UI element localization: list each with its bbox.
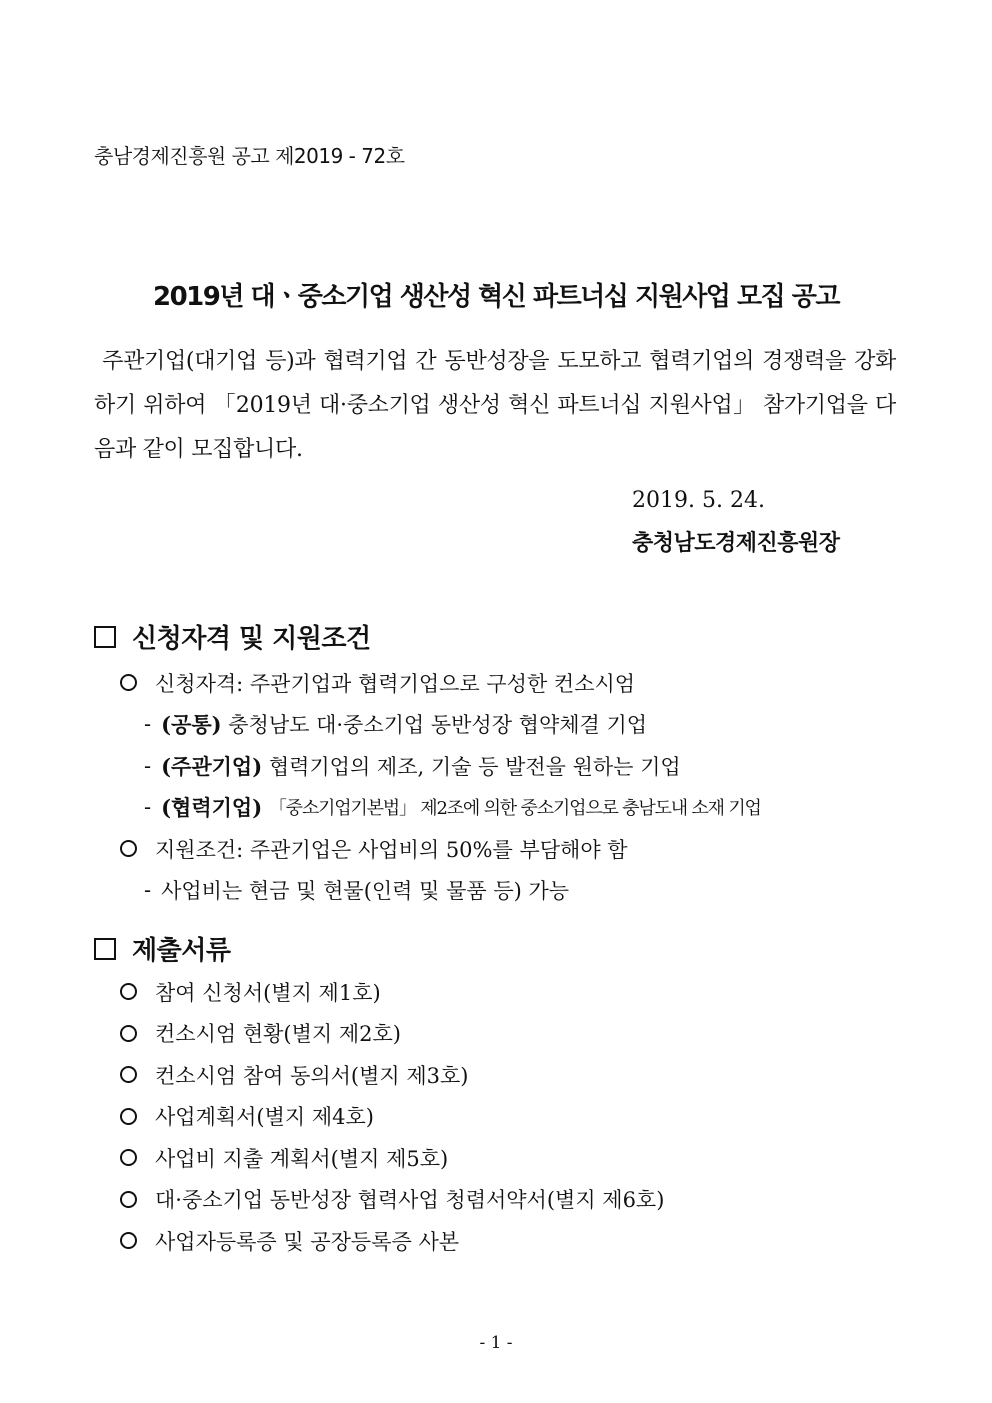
circle-bullet-icon (120, 1232, 137, 1249)
dash-bullet-icon: - (144, 753, 152, 778)
list-item: 지원조건: 주관기업은 사업비의 50%를 부담해야 함 (94, 828, 914, 870)
list-item: 대·중소기업 동반성장 협력사업 청렴서약서(별지 제6호) (94, 1179, 914, 1221)
notice-number: 충남경제진흥원 공고 제2019 - 72호 (94, 144, 405, 168)
section-heading-text: 제출서류 (132, 936, 231, 966)
square-bullet-icon (94, 626, 116, 648)
dash-bullet-icon: - (144, 878, 152, 903)
list-item: - (공통) 충청남도 대·중소기업 동반성장 협약체결 기업 (144, 712, 648, 738)
dash-bullet-icon: - (144, 712, 152, 737)
dash-bullet-icon: - (144, 795, 152, 820)
section-heading-documents (94, 930, 230, 967)
circle-bullet-icon (120, 840, 137, 857)
page-title: 2019년 대ㆍ중소기업 생산성 혁신 파트너십 지원사업 모집 공고 (152, 282, 839, 312)
list-item: 컨소시엄 현황(별지 제2호) (94, 1013, 914, 1055)
list-item: 참여 신청서(별지 제1호) (94, 971, 914, 1013)
circle-bullet-icon (120, 1025, 137, 1042)
list-item: 컨소시엄 참여 동의서(별지 제3호) (94, 1054, 914, 1096)
list-item: - (협력기업) 「중소기업기본법」 제2조에 의한 중소기업으로 충남도내 소재 기업 (144, 795, 761, 821)
list-item: 사업자등록증 및 공장등록증 사본 (94, 1220, 914, 1262)
list-item: - (주관기업) 협력기업의 제조, 기술 등 발전을 원하는 기업 (144, 753, 681, 779)
list-item: 신청자격: 주관기업과 협력기업으로 구성한 컨소시엄 (94, 662, 914, 704)
circle-bullet-icon (120, 1191, 137, 1208)
circle-bullet-icon (120, 1108, 137, 1125)
documents-list (94, 971, 914, 1262)
list-item: - 사업비는 현금 및 현물(인력 및 물품 등) 가능 (144, 878, 570, 904)
eligibility-list (94, 662, 914, 911)
page-number: - 1 - (479, 1333, 513, 1353)
list-item: 사업계획서(별지 제4호) (94, 1096, 914, 1138)
square-bullet-icon (94, 938, 116, 960)
intro-paragraph (94, 340, 896, 472)
intro-text: 주관기업(대기업 등)과 협력기업 간 동반성장을 도모하고 협력기업의 경쟁력을 강화하기 위하여 「2019년 대·중소기업 생산성 혁신 파트너십 지원사업」 참가기업을 다음과 같이 모집합니다. (94, 349, 896, 462)
circle-bullet-icon (120, 1149, 137, 1166)
issuer-name: 충청남도경제진흥원장 (632, 530, 840, 556)
list-item: 사업비 지출 계획서(별지 제5호) (94, 1137, 914, 1179)
notice-date: 2019. 5. 24. (632, 488, 765, 513)
section-heading-text: 신청자격 및 지원조건 (132, 624, 371, 654)
circle-bullet-icon (120, 674, 137, 691)
section-heading-eligibility (94, 618, 371, 655)
circle-bullet-icon (120, 983, 137, 1000)
circle-bullet-icon (120, 1066, 137, 1083)
signature-block (632, 480, 840, 564)
